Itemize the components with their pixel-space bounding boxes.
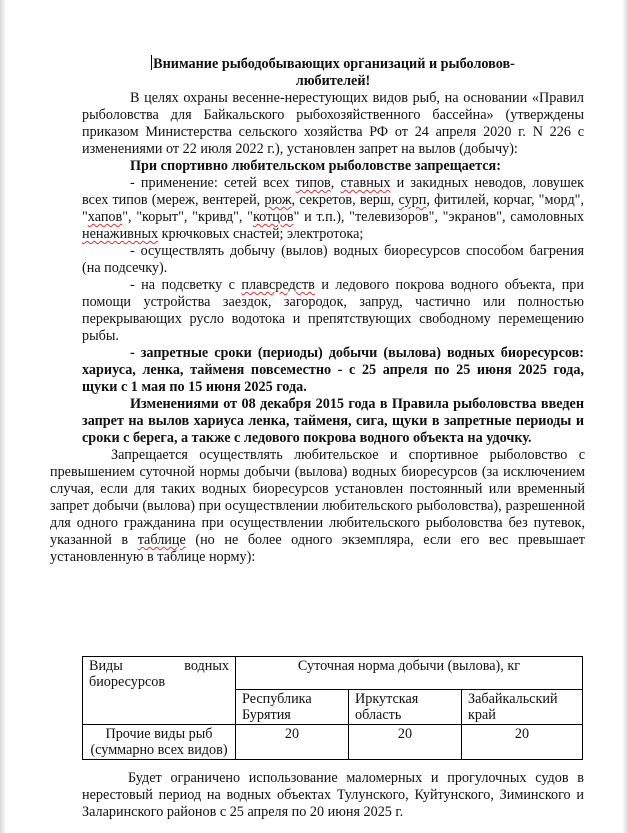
prohibited-item-gaffing: - осуществлять добычу (вылов) водных биоресурсов способом багрения (на подсечку). [82, 243, 584, 276]
table-cell-value: 20 [349, 725, 462, 760]
table-cell-value: 20 [462, 725, 583, 760]
text-cursor [151, 55, 152, 70]
daily-norm-table [82, 656, 583, 760]
spelling-mark: типов [295, 175, 331, 191]
notice-title: Внимание рыбодобывающих организаций и рыболовов- любителей! [153, 56, 515, 89]
after-table[interactable] [82, 770, 584, 821]
spelling-mark: сурп [398, 192, 427, 208]
prohibited-item-lighting: - на подсветку с плавсредств и ледового покрова водного объекта, при помощи устройства заездок, загородок, запруд, частично или полностью перекрывающих русло водотока и препятствующих свободному перемещению рыбы. [82, 277, 584, 344]
norm-paragraph: Запрещается осуществлять любительское и спортивное рыболовство с превышением суточной нормы добычи (вылова) водных биоресурсов (за исключением случая, если для таких водных биоресурсов установлен постоянный или временный запрет добычи (вылова) при осуществлении любительского рыболовства), разрешенной для одного гражданина при осуществлении любительского рыболовства без путевок, указанной в таблице (но не более одного экземпляра, если его вес превышает установленную в таблице норму): [50, 447, 585, 565]
vessel-restriction-paragraph: Будет ограничено использование маломерных и прогулочных судов в нерестовый период на водных объектах Тулунского, Куйтунского, Зиминского и Заларинского районов с 25 апреля по 20 июня 2025 г. [82, 770, 584, 820]
table-header-region: Республика Бурятия [236, 690, 349, 725]
spelling-mark: ставных [340, 175, 391, 191]
spelling-mark: хапов [87, 209, 123, 225]
table-header-region: Забайкальский край [462, 690, 583, 725]
spelling-mark: рюж [264, 192, 292, 208]
prohibited-heading: При спортивно любительском рыболовстве запрещается: [130, 158, 501, 174]
table-row [83, 657, 583, 690]
table-cell-species: Прочие виды рыб (суммарно всех видов) [83, 725, 236, 760]
intro-paragraph: В целях охраны весенне-нерестующих видов рыб, на основании «Правил рыболовства для Байкальского рыбохозяйственного бассейна» (утверждены приказом Министерства сельского хозяйства РФ от 24 апреля 2020 г. N 226 с изменениями от 22 июля 2022 г.), установлен запрет на вылов (добычу): [82, 90, 584, 157]
prohibited-item-seasons: - запретные сроки (периоды) добычи (вылова) водных биоресурсов: хариуса, ленка, тайменя повсеместно - с 25 апреля по 25 июня 2025 года, щуки с 1 мая по 15 июня 2025 года. [82, 345, 584, 395]
page-edge-left [0, 0, 6, 833]
table-cell-value: 20 [236, 725, 349, 760]
spelling-mark: ненаживных [82, 226, 159, 242]
spelling-mark: котцов [252, 209, 294, 225]
spelling-mark: таблице [137, 532, 186, 548]
document-body[interactable] [50, 55, 585, 566]
table-row [83, 725, 583, 760]
changes-paragraph: Изменениями от 08 декабря 2015 года в Правила рыболовства введен запрет на вылов хариуса ленка, тайменя, сига, щуки в запретные периоды и сроки с берега, а также с ледового покрова водного объекта на удочку. [82, 396, 584, 446]
table-header-species: Виды водных биоресурсов [83, 657, 236, 725]
page-edge-right [622, 0, 628, 833]
table-header-region: Иркутская область [349, 690, 462, 725]
prohibited-item-nets: - применение: сетей всех типов, ставных и закидных неводов, ловушек всех типов (мереж, вентерей, рюж, секретов, верш, сурп, фитилей, корчаг, "морд", "хапов", "корыт", "кривд", "котцов" и т.п.), "телевизоров", "экранов", самоловных ненаживных крючковых снастей; электротока; [82, 175, 585, 242]
spelling-mark: плавсредств [241, 277, 315, 293]
table-header-daily-norm: Суточная норма добычи (вылова), кг [236, 657, 583, 690]
